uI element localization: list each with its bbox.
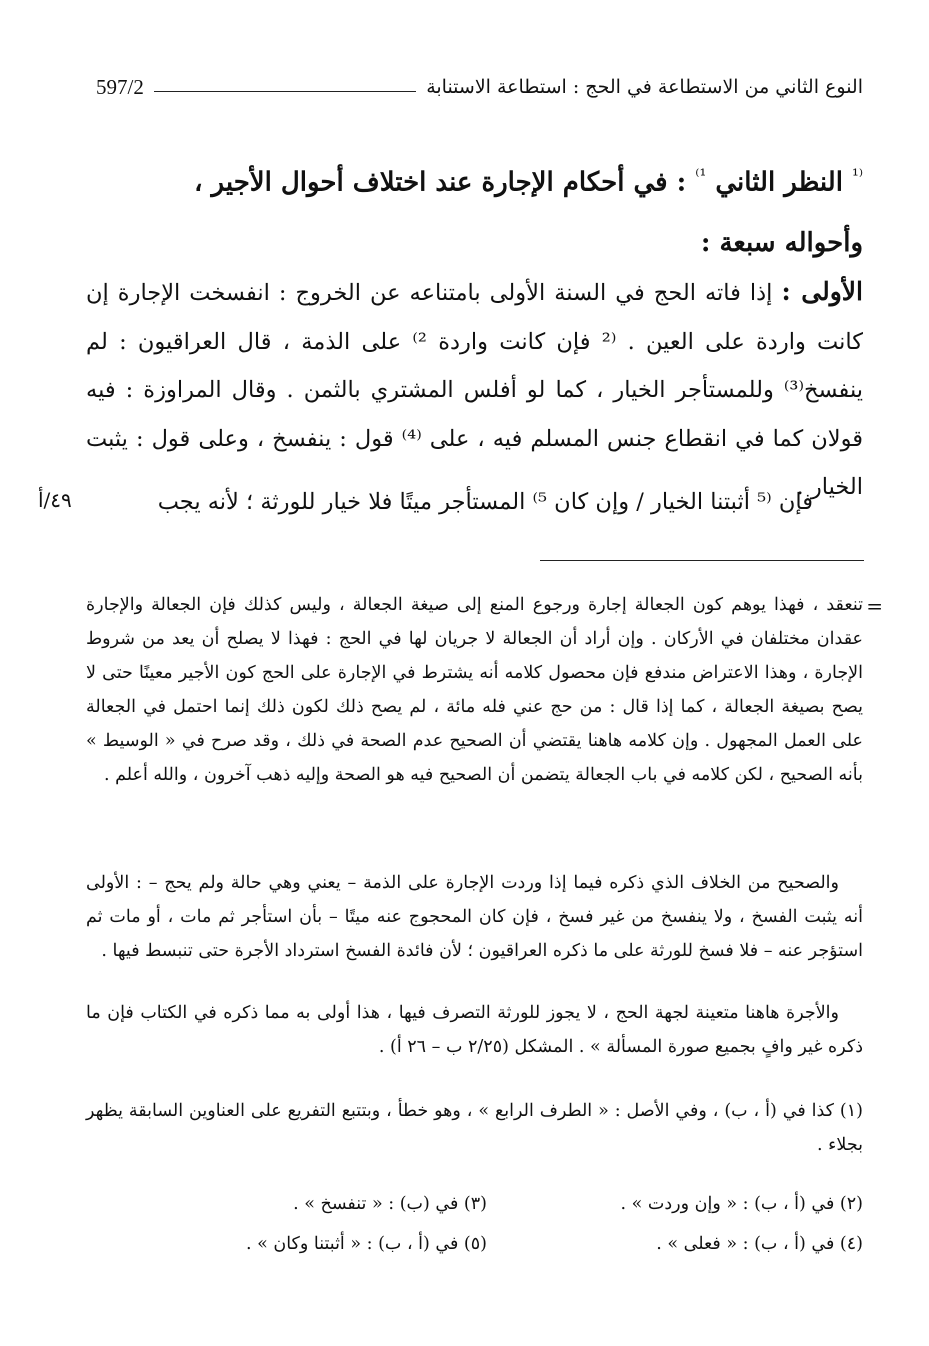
footnote-continued-text: تنعقد ، فهذا يوهم كون الجعالة إجارة ورجوع المنع إلى صيغة الجعالة ، وليس كذلك فإن الجعالة والإجارة عقدان مختلفان في الأركان . وإن أراد أن الجعالة لا جريان لها في الحج : فهذا لا يصلح أن يعد من شروط الإجارة ، وهذا الاعتراض مندفع فإن محصول كلامه أنه يشترط في الإجارة على الحج كون الأجير معينًا حتى لا يصح بصيغة الجعالة ، كما إذا قال : من حج عني فله مائة ، لم يصح ذلك لكون ذلك إنما احتمل في الجعالة على العمل المجهول . وإن كلامه هاهنا يقتضي أن الصحيح عدم الصحة في ذلك ، وقد صرح في « الوسيط » بأنه الصحيح ، لكن كلامه في باب الجعالة يتضمن أن الصحيح فيه هو الصحة وإليه ذهب آخرون ، والله أعلم .	[86, 595, 863, 785]
manuscript-folio-ref: ٤٩/أ	[38, 488, 72, 512]
footnote-5: (٥) في (أ ، ب) : « أثبتنا وكان » .	[245, 1234, 487, 1254]
heading-line-2: وأحواله سبعة :	[700, 227, 863, 258]
footnote-row	[86, 1184, 863, 1224]
heading-title-a: النظر الثاني	[715, 167, 843, 198]
paragraph-lead: الأولى :	[781, 277, 863, 306]
footnote-4: (٤) في (أ ، ب) : « فعلى » .	[656, 1234, 863, 1254]
paragraph-text: إذا فاته الحج في السنة الأولى بامتناعه عن الخروج : انفسخت الإجارة إن كانت واردة على العين . ⁽² فإن كانت واردة ²⁾ على الذمة ، قال العراقيون : لم ينفسخ⁽³⁾ وللمستأجر الخيار ، كما لو أفلس المشتري بالثمن . وقال المراوزة : فيه قولان كما في انقطاع جنس المسلم فيه ، على ⁽⁴⁾ قول : ينفسخ ، وعلى قول : يثبت الخيار .	[86, 280, 864, 500]
footnote-paragraph-2: والصحيح من الخلاف الذي ذكره فيما إذا وردت الإجارة على الذمة – يعني وهي حالة ولم يحج – : الأولى أنه يثبت الفسخ ، ولا ينفسخ من غير فسخ ، فإن كان المحجوج عنه ميتًا – بأن استأجر ثم مات ، أو مات ثم استؤجر عنه – فلا فسخ للورثة على ما ذكره العراقيون ؛ لأن فائدة الفسخ استرداد الأجرة حتى تنبسط فيها .	[86, 873, 863, 961]
running-header	[96, 70, 863, 104]
footnote-marker-close: ¹⁾	[695, 166, 707, 186]
header-rule	[154, 91, 416, 92]
continuation-mark: =	[866, 594, 883, 618]
footnote-1: (١) كذا في (أ ، ب) ، وفي الأصل : « الطرف الرابع » ، وهو خطأ ، وبتتبع التفريع على العناوين السابقة يظهر بجلاء .	[86, 1101, 863, 1155]
page-number: 597/2	[96, 74, 144, 99]
footnote-marker-open: ⁽¹	[851, 166, 863, 186]
footnote-2: (٢) في (أ ، ب) : « وإن وردت » .	[620, 1194, 863, 1214]
heading-title-b: : في أحكام الإجارة عند اختلاف أحوال الأجير ،	[194, 167, 687, 198]
body-paragraph-1	[86, 268, 863, 512]
footnote-grid	[86, 1184, 863, 1264]
header-title: النوع الثاني من الاستطاعة في الحج : استطاعة الاستنابة	[426, 76, 863, 98]
body-paragraph-2: فإن ⁽⁵ أثبتنا الخيار / وإن كان ⁵⁾ المستأجر ميتًا فلا خيار للورثة ؛ لأنه يجب	[157, 489, 813, 515]
heading-line-1	[86, 146, 863, 213]
footnote-separator	[540, 560, 864, 561]
footnote-paragraph-3: والأجرة هاهنا متعينة لجهة الحج ، لا يجوز للورثة التصرف فيها ، هذا أولى به مما ذكره في الكتاب فإن ما ذكره غير وافٍ بجميع صورة المسألة » . المشكل (٢/٢٥ ب – ٢٦ أ) .	[86, 1003, 863, 1057]
footnote-3: (٣) في (ب) : « تنفسخ » .	[293, 1194, 487, 1214]
section-heading	[86, 146, 863, 273]
footnote-row	[86, 1224, 863, 1264]
